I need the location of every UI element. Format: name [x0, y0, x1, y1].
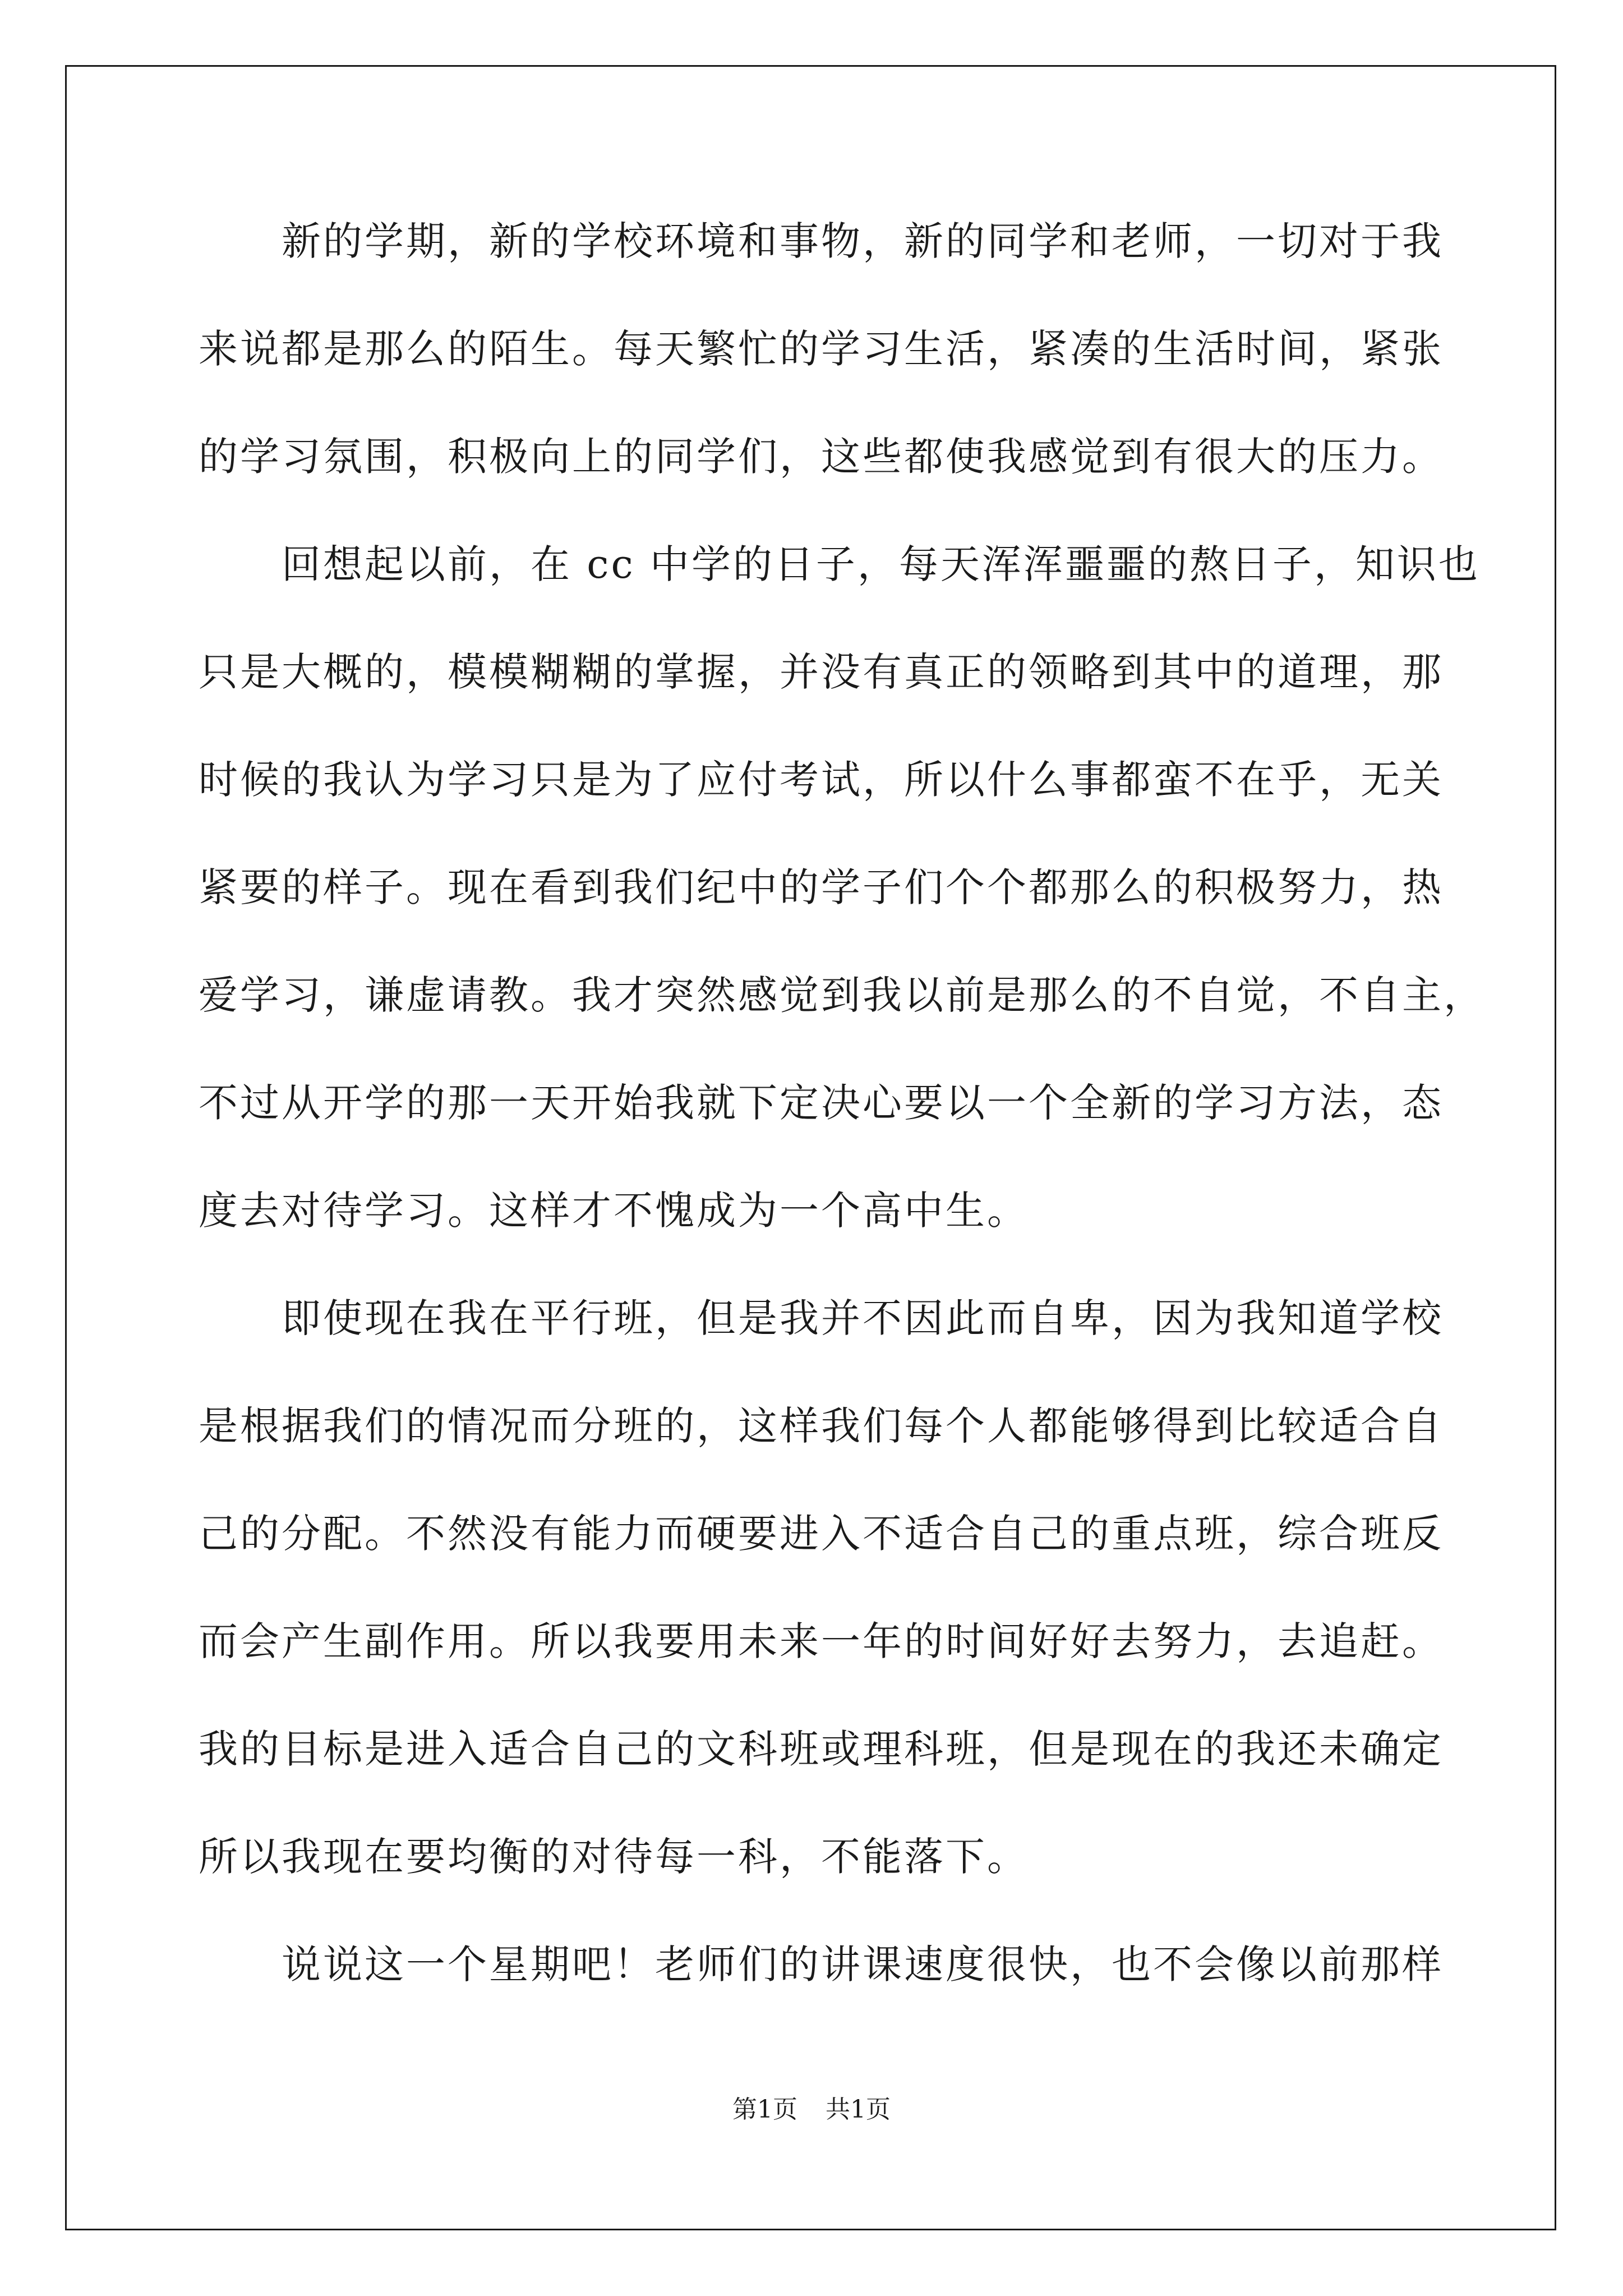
page-footer [0, 2089, 1623, 2125]
total-pages: 共1页 [826, 2095, 891, 2124]
text-line: 时候的我认为学习只是为了应付考试，所以什么事都蛮不在乎，无关 [199, 757, 1444, 803]
text-line: 己的分配。不然没有能力而硬要进入不适合自己的重点班，综合班反 [199, 1511, 1444, 1557]
text-line: 我的目标是进入适合自己的文科班或理科班，但是现在的我还未确定 [199, 1726, 1444, 1772]
text-line: 说说这一个星期吧！老师们的讲课速度很快，也不会像以前那样 [199, 1941, 1444, 1987]
text-line: 是根据我们的情况而分班的，这样我们每个人都能够得到比较适合自 [199, 1403, 1444, 1449]
text-line: 来说都是那么的陌生。每天繁忙的学习生活，紧凑的生活时间，紧张 [199, 326, 1444, 372]
text-line: 不过从开学的那一天开始我就下定决心要以一个全新的学习方法，态 [199, 1080, 1444, 1126]
text-line: 度去对待学习。这样才不愧成为一个高中生。 [199, 1188, 1029, 1234]
text-line: 爱学习，谦虚请教。我才突然感觉到我以前是那么的不自觉，不自主， [199, 972, 1485, 1018]
page-number: 第1页 [732, 2095, 797, 2124]
text-line: 回想起以前，在 cc 中学的日子，每天浑浑噩噩的熬日子，知识也 [199, 541, 1480, 587]
page-border [65, 65, 1556, 2230]
text-line: 新的学期，新的学校环境和事物，新的同学和老师，一切对于我 [199, 218, 1444, 264]
text-line: 只是大概的，模模糊糊的掌握，并没有真正的领略到其中的道理，那 [199, 649, 1444, 695]
text-line: 的学习氛围，积极向上的同学们，这些都使我感觉到有很大的压力。 [199, 434, 1444, 480]
text-line: 所以我现在要均衡的对待每一科，不能落下。 [199, 1834, 1029, 1880]
text-line: 即使现在我在平行班，但是我并不因此而自卑，因为我知道学校 [199, 1295, 1444, 1341]
text-line: 紧要的样子。现在看到我们纪中的学子们个个都那么的积极努力，热 [199, 864, 1444, 910]
text-line: 而会产生副作用。所以我要用未来一年的时间好好去努力，去追赶。 [199, 1618, 1444, 1664]
